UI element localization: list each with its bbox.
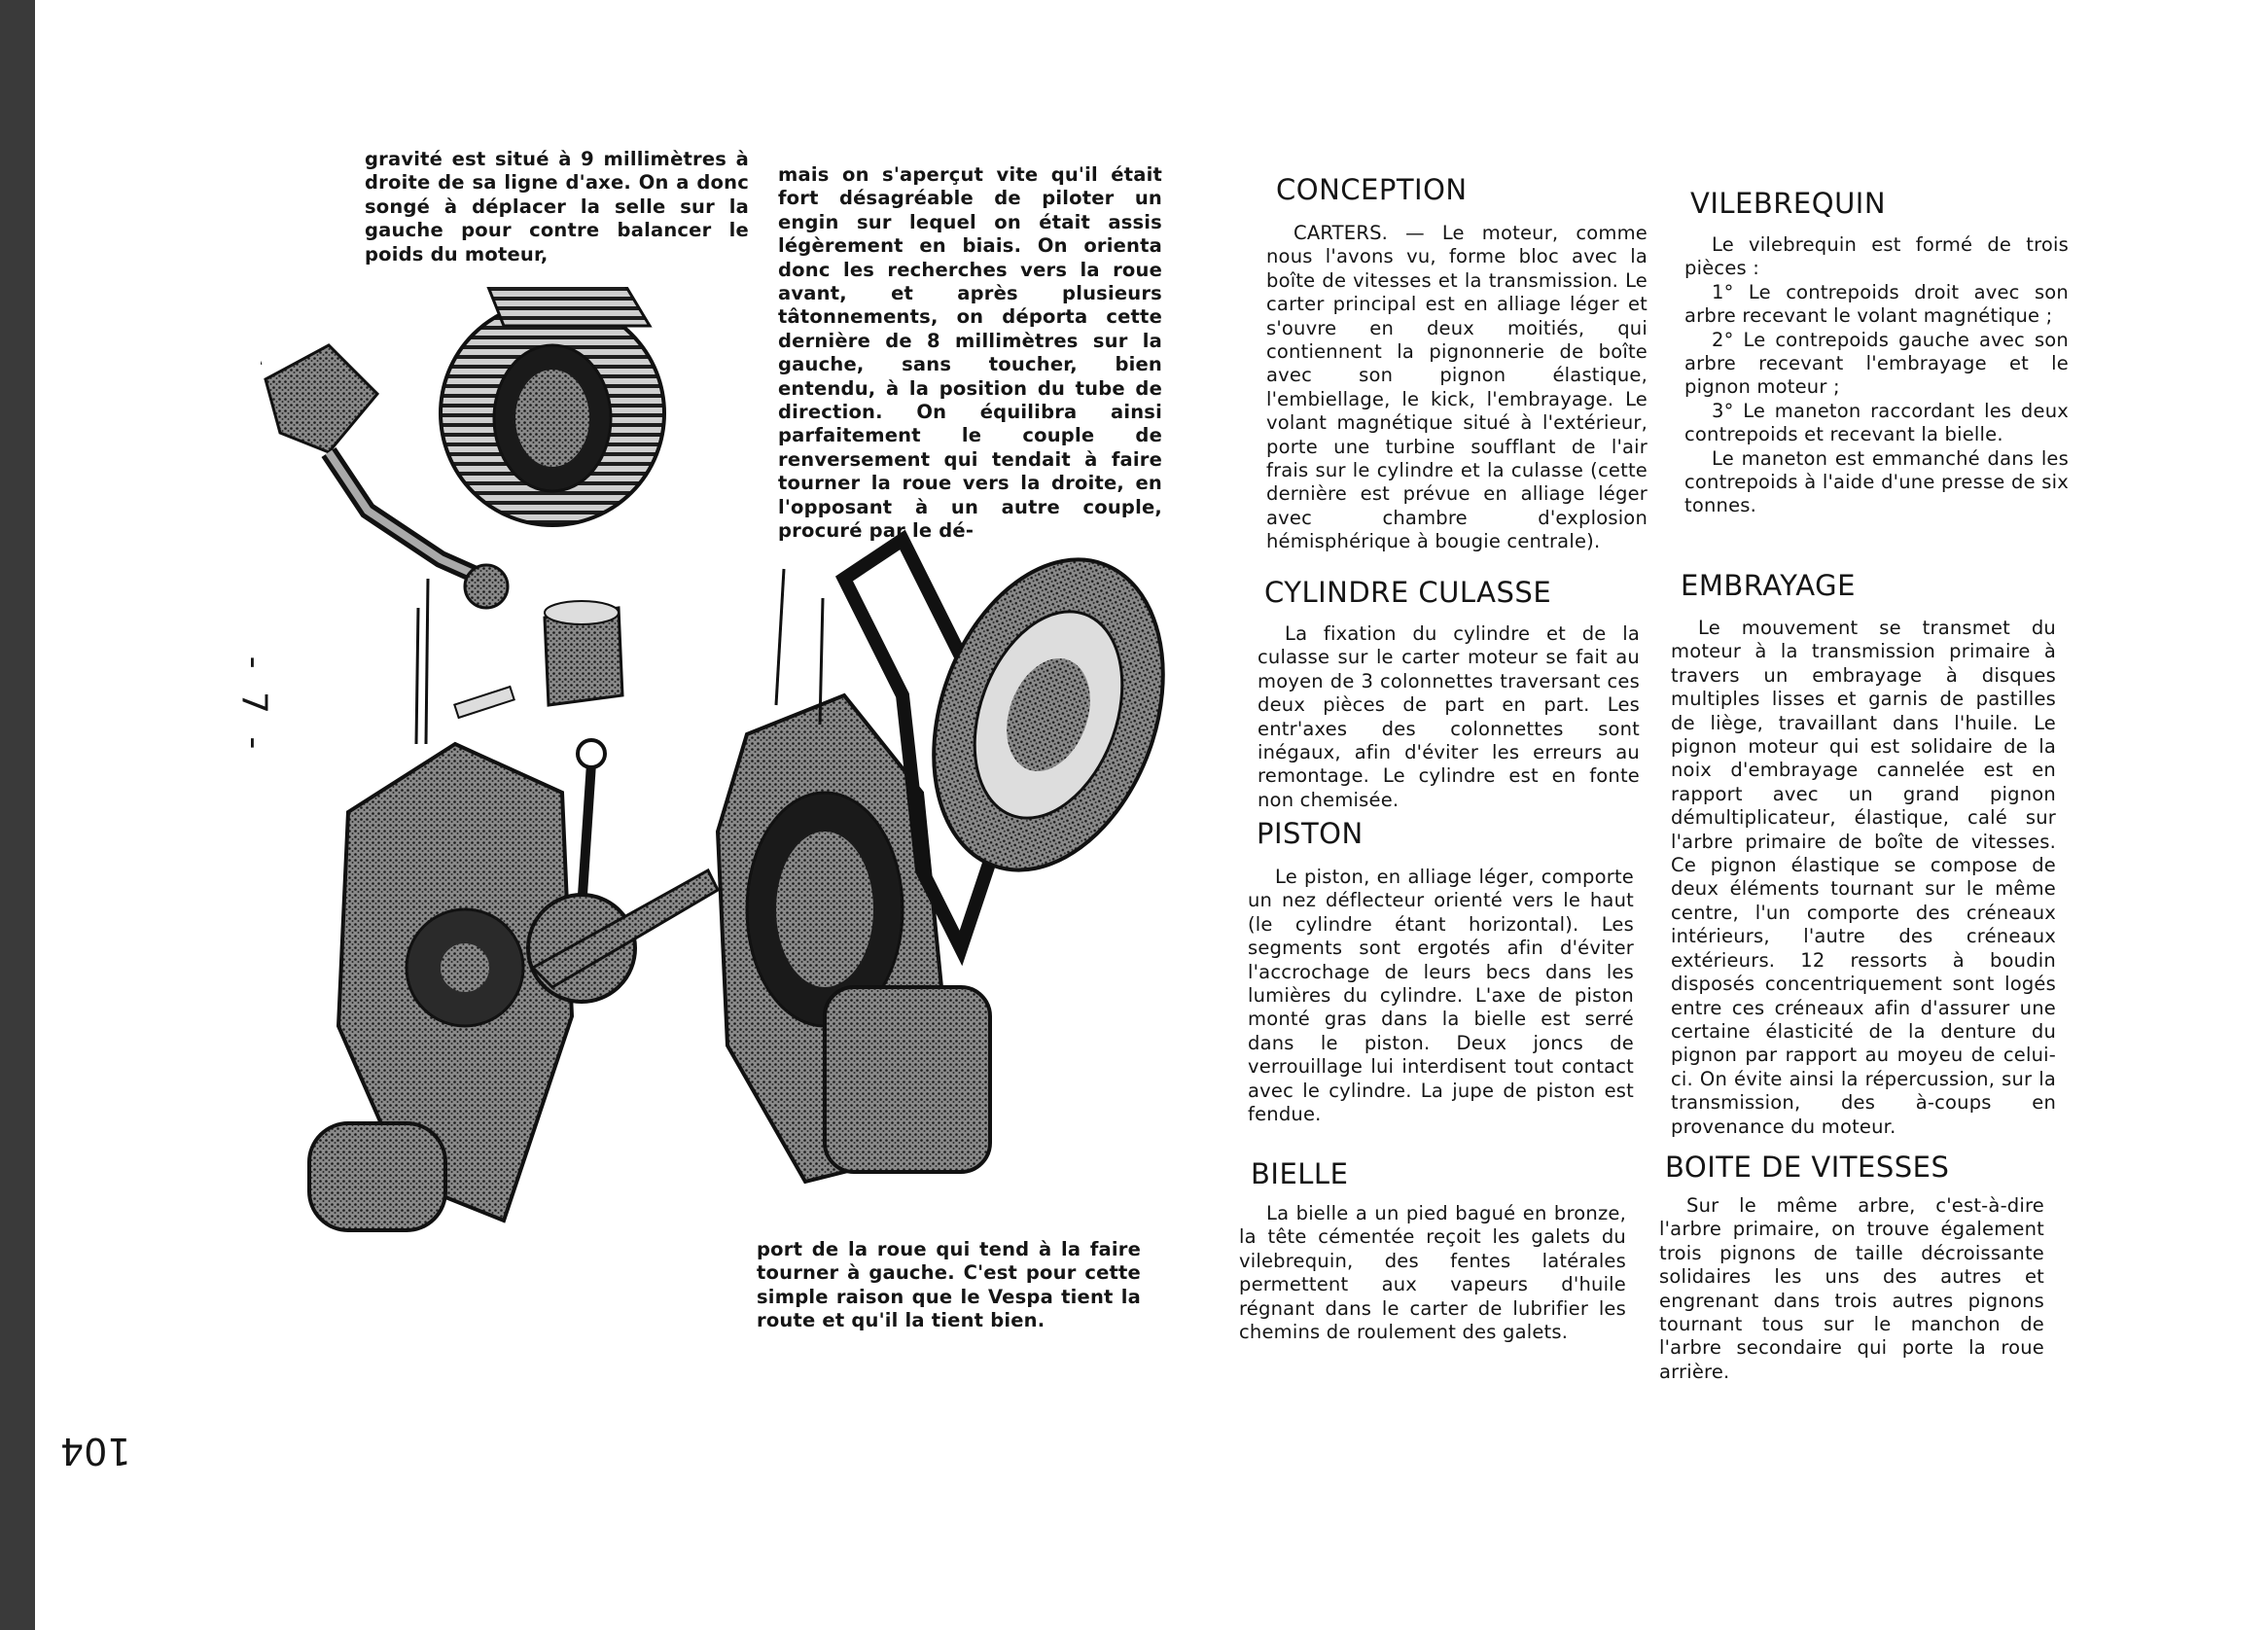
- cylindre-body: La fixation du cylindre et de la culasse sur le carter moteur se fait au moyen de 3 colonnettes traversant ces deux pièces de part en part. Les entr'axes des colonnettes sont inégaux, afin d'éviter les erreurs au remontage. Le cylindre est en fonte non chemisée.: [1258, 622, 1640, 811]
- crankcase-right-part: [718, 569, 990, 1182]
- middle-column-paragraph: mais on s'aperçut vite qu'il était fort désagréable de piloter un engin sur lequel on était assis légèrement en biais. On orienta donc les recherches vers la roue avant, et après plusieurs tâtonnements, on déporta cette dernière de 8 millimètres sur la gauche, sans toucher, bien entendu, à la position du tube de direction. On équilibra ainsi parfaitement le couple de renversement qui tendait à faire tourner la roue vers la droite, en l'opposant à un autre couple, procuré par le dé-: [778, 163, 1162, 543]
- embrayage-text-block: [1671, 617, 2056, 1139]
- heading-bielle: BIELLE: [1251, 1157, 1349, 1190]
- vilebrequin-text-block: [1684, 233, 2069, 518]
- conception-text-block: [1266, 222, 1648, 554]
- heading-cylindre-culasse: CYLINDRE CULASSE: [1264, 576, 1552, 609]
- margin-page-mark: - 7 -: [233, 656, 274, 756]
- heading-embrayage: EMBRAYAGE: [1681, 569, 1856, 602]
- piston-part: [454, 601, 622, 718]
- boite-body: Sur le même arbre, c'est-à-dire l'arbre primaire, on trouve également trois pignons de taille décroissante solidaires les uns des autres et engrenant dans trois autres pignons tournant tous sur le manchon de l'arbre secondaire qui porte la roue arrière.: [1659, 1194, 2044, 1383]
- scan-edge: [0, 0, 35, 1630]
- vilebrequin-item-3: 3° Le maneton raccordant les deux contrepoids et recevant la bielle.: [1684, 399, 2069, 446]
- piston-text-block: [1248, 866, 1634, 1126]
- vilebrequin-item-1: 1° Le contrepoids droit avec son arbre recevant le volant magnétique ;: [1684, 280, 2069, 328]
- crankcase-left-part: [309, 579, 572, 1230]
- bielle-text-block: [1239, 1202, 1626, 1344]
- piston-body: Le piston, en alliage léger, comporte un nez déflecteur orienté vers le haut (le cylindre étant horizontal). Les segments sont ergotés afin d'éviter l'accrochage de leurs becs dans les lumières du cylindre. L'axe de piston monté gras dans la bielle est serré dans le piston. Deux joncs de verrouillage lui interdisent tout contact avec le cylindre. La jupe de piston est fendue.: [1248, 866, 1634, 1126]
- heading-conception: CONCEPTION: [1276, 173, 1468, 206]
- vilebrequin-item-2: 2° Le contrepoids gauche avec son arbre recevant l'embrayage et le pignon moteur ;: [1684, 328, 2069, 399]
- left-column-text: [365, 148, 749, 266]
- cylinder-head-part: [441, 287, 664, 525]
- middle-column-caption: [757, 1238, 1141, 1333]
- middle-column-continuation: port de la roue qui tend à la faire tourner à gauche. C'est pour cette simple raison que le Vespa tient la route et qu'il la tient bien.: [757, 1238, 1141, 1332]
- heading-vilebrequin: VILEBREQUIN: [1690, 187, 1887, 220]
- heading-boite-de-vitesses: BOITE DE VITESSES: [1665, 1151, 1950, 1184]
- left-column-paragraph: gravité est situé à 9 millimètres à droite de sa ligne d'axe. On a donc songé à déplacer la selle sur la gauche pour contre balancer le poids du moteur,: [365, 148, 749, 266]
- engine-exploded-illustration: [261, 287, 1194, 1240]
- conception-body: CARTERS. — Le moteur, comme nous l'avons vu, forme bloc avec la boîte de vitesses et la transmission. Le carter principal est en alliage léger et s'ouvre en deux moitiés, qui contiennent la pignonnerie de boîte avec son pignon élastique, l'embiellage, le kick, l'embrayage. Le volant magnétique situé à l'extérieur, porte une turbine soufflant de l'air frais sur le cylindre et la culasse (cette dernière est prévue en alliage léger avec chambre d'explosion hémisphérique à bougie centrale).: [1266, 222, 1648, 553]
- boite-text-block: [1659, 1194, 2044, 1384]
- heading-piston: PISTON: [1257, 817, 1364, 850]
- page-number: 104: [60, 1430, 131, 1472]
- vilebrequin-intro: Le vilebrequin est formé de trois pièces :: [1684, 233, 2069, 280]
- cylindre-text-block: [1258, 622, 1640, 812]
- vilebrequin-outro: Le maneton est emmanché dans les contrepoids à l'aide d'une presse de six tonnes.: [1684, 446, 2069, 517]
- bielle-body: La bielle a un pied bagué en bronze, la tête cémentée reçoit les galets du vilebrequin, des fentes latérales permettent aux vapeurs d'huile régnant dans le carter de lubrifier les chemins de roulement des galets.: [1239, 1202, 1626, 1344]
- flywheel-fan-part: [893, 527, 1194, 902]
- embrayage-body: Le mouvement se transmet du moteur à la transmission primaire à travers un embrayage à disques multiples lisses et garnis de pastilles de liège, travaillant dans l'huile. Le pignon moteur qui est solidaire de la noix d'embrayage cannelée est en rapport avec un grand pignon démultiplicateur, élastique, calé sur l'arbre primaire de boîte de vitesses. Ce pignon élastique se compose de deux éléments tournant sur le même centre, l'un comporte des créneaux intérieurs, l'autre des créneaux extérieurs. 12 ressorts à boudin disposés concentriquement sont logés entre ces créneaux afin d'assurer une certaine élasticité de la denture du pignon par rapport au moyeu de celui-ci. On évite ainsi la répercussion, sur la transmission, des à-coups en provenance du moteur.: [1671, 617, 2056, 1138]
